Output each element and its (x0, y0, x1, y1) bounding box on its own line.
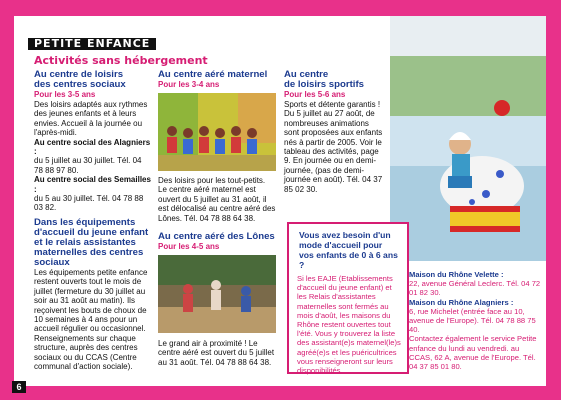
maison1-name: Maison du Rhône Velette : (409, 270, 504, 279)
photo-child-sea-lion (390, 16, 546, 261)
info-question: Vous avez besoin d'un mode d'accueil pour vos enfants de 0 à 6 ans ? (299, 230, 398, 270)
centre2-text: du 5 au 30 juillet. Tél. 04 78 88 03 82. (34, 194, 144, 213)
col1-text: Des loisirs adaptés aux rythmes des jeunes enfants et à leurs envies. Accueil à la journée ou l'après-midi. (34, 100, 148, 138)
photo-lones (158, 255, 276, 333)
photo-maternel (158, 93, 276, 171)
centre1-name: Au centre social des Alagniers : (34, 137, 151, 157)
col1-text2: Les équipements petite enfance restent ouverts tout le mois de juillet (fermeture du 30 juillet au soir au 31 août au matin). Ils reçoivent les bouts de choux de 10 semaines à 4 ans pour un accueil régulier ou occasionnel. Renseignements sur chaque structure, auprès des centres sociaux ou du CCAS (Centre communal d'action sociale). (34, 267, 148, 371)
centre2-name: Au centre social des Semailles : (34, 175, 151, 194)
col3-text: Sports et détente garantis ! Du 5 juillet au 27 août, de nombreuses animations sont proposées aux enfants nés à partir de 2005. Voir le tableau des activités, page 9. En journée ou en demi-journée, (pas de demi-journée en août). Tél. 04 37 85 02 30. (284, 100, 383, 194)
column-2-b (158, 232, 276, 252)
col3-title: Au centre de loisirs sportifs (284, 69, 364, 90)
more-contact: Contactez également le service Petite enfance du lundi au vendredi. au CCAS, 62 A, avenue de l'Europe. Tél. 04 37 85 01 80. (409, 334, 537, 372)
maison2-name: Maison du Rhône Alagniers : (409, 297, 514, 307)
info-answer: Si les EAJE (Etablissements d'accueil du jeune enfant) et les Relais d'assistantes maternelles sont fermés au mois d'août, les maisons du Rhône restent ouvertes tout l'été. Vous y trouverez la liste des assistant(e)s maternel(le)s agréé(e)s et les puéricultrices vous renseigneront sur leurs disponibilités. (297, 274, 401, 376)
col1-title2: Dans les équipements d'accueil du jeune enfant et le relais assistantes maternelles des centres sociaux (34, 216, 149, 268)
info-box (287, 222, 409, 374)
section-title: PETITE ENFANCE (28, 38, 156, 50)
col2-age1: Pour les 3-4 ans (158, 80, 220, 89)
col3-age: Pour les 5-6 ans (284, 90, 346, 99)
column-2 (158, 70, 276, 90)
col1-age: Pour les 3-5 ans (34, 90, 96, 99)
col2-text1: Des loisirs pour les tout-petits. Le centre aéré maternel est ouvert du 5 juillet au 31 août, il est délocalisé au centre aéré des Lônes. Tél. 04 78 88 64 38. (158, 176, 276, 223)
maison1-text: 22, avenue Général Leclerc. Tél. 04 72 01 82 30. (409, 279, 541, 298)
column-1 (34, 70, 152, 371)
maison2-text: 6, rue Michelet (entrée face au 10, avenue de l'Europe). Tél. 04 78 88 75 40. (409, 306, 536, 335)
col2-title2: Au centre aéré des Lônes (158, 231, 275, 242)
centre1-text: du 5 juillet au 30 juillet. Tél. 04 78 88 97 80. (34, 156, 142, 175)
column-3 (284, 70, 384, 194)
section-header (28, 34, 156, 50)
section-subtitle: Activités sans hébergement (34, 54, 208, 67)
col2-text2: Le grand air à proximité ! Le centre aéré est ouvert du 5 juillet au 31 août. Tél. 04 78 88 64 38. (158, 339, 275, 367)
col2-age2: Pour les 4-5 ans (158, 242, 220, 251)
col2-title1: Au centre aéré maternel (158, 69, 268, 80)
col1-title: Au centre de loisirs des centres sociaux (34, 69, 126, 90)
contact-block (409, 270, 541, 371)
page-number: 6 (12, 381, 26, 393)
